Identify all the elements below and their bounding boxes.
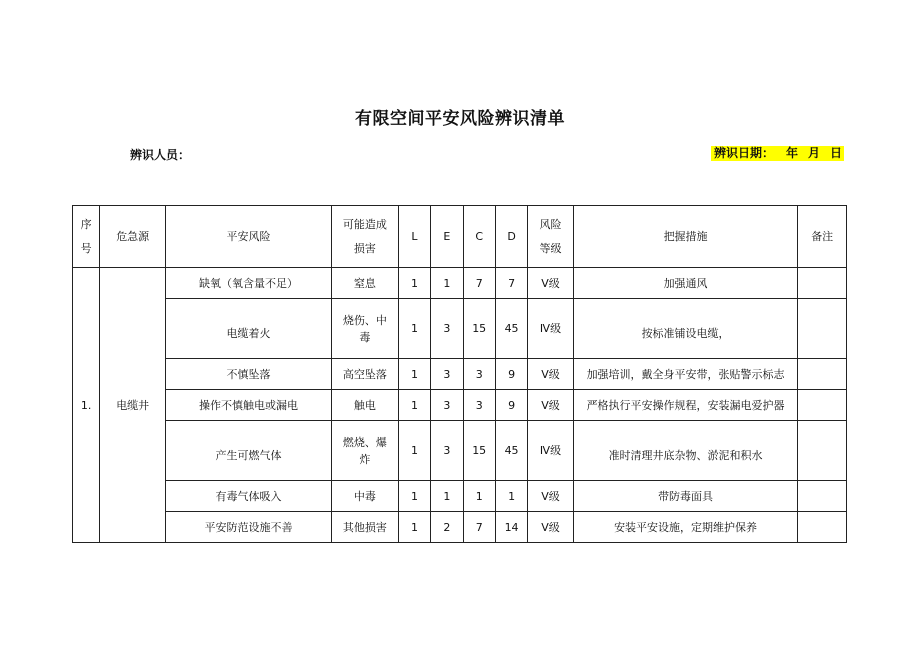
row-measure: 加强培训，戴全身平安带，张贴警示标志 [573,359,798,390]
row-risk: 有毒气体吸入 [166,481,332,512]
row-level: Ⅴ级 [528,481,574,512]
row-e: 1 [431,268,463,299]
date-year: 年 [786,146,799,160]
row-measure: 带防毒面具 [573,481,798,512]
table-row [73,481,847,512]
header-d: D [495,206,527,268]
row-remark [798,421,847,481]
table-row [73,421,847,481]
header-hazard-source: 危急源 [100,206,166,268]
row-risk: 平安防范设施不善 [166,512,332,543]
header-control-measures: 把握措施 [573,206,798,268]
row-d: 45 [495,299,527,359]
date-day: 日 [830,146,843,160]
row-harm: 窒息 [331,268,398,299]
row-harm: 烧伤、中 毒 [331,299,398,359]
page-title: 有限空间平安风险辨识清单 [355,109,565,129]
row-remark [798,299,847,359]
row-level: Ⅳ级 [528,299,574,359]
header-row [73,206,847,268]
row-level: Ⅴ级 [528,512,574,543]
row-d: 45 [495,421,527,481]
row-e: 2 [431,512,463,543]
row-measure: 准时清理井底杂物、淤泥和积水 [573,421,798,481]
header-seq: 序 号 [73,206,100,268]
header-c: C [463,206,495,268]
header-l: L [398,206,430,268]
row-l: 1 [398,512,430,543]
row-harm: 燃烧、爆 炸 [331,421,398,481]
row-measure: 加强通风 [573,268,798,299]
table-row [73,512,847,543]
row-remark [798,359,847,390]
row-d: 9 [495,359,527,390]
row-l: 1 [398,299,430,359]
row-c: 15 [463,421,495,481]
row-harm: 中毒 [331,481,398,512]
row-measure: 按标准铺设电缆， [573,299,798,359]
row-level: Ⅳ级 [528,421,574,481]
row-measure: 安装平安设施，定期维护保养 [573,512,798,543]
row-c: 3 [463,359,495,390]
row-remark [798,512,847,543]
table-row [73,299,847,359]
header-risk-level: 风险 等级 [528,206,574,268]
row-seq: 1. [73,268,100,543]
header-remarks: 备注 [798,206,847,268]
row-e: 3 [431,421,463,481]
date-month: 月 [808,146,821,160]
row-d: 1 [495,481,527,512]
risk-table [72,205,847,543]
row-level: Ⅴ级 [528,390,574,421]
row-l: 1 [398,481,430,512]
row-e: 3 [431,359,463,390]
row-e: 3 [431,390,463,421]
row-risk: 不慎坠落 [166,359,332,390]
table-row [73,390,847,421]
row-level: Ⅴ级 [528,268,574,299]
date-label: 辨识日期： [714,146,775,160]
identification-date [711,146,844,161]
row-remark [798,481,847,512]
row-remark [798,268,847,299]
header-safety-risk: 平安风险 [166,206,332,268]
row-e: 3 [431,299,463,359]
row-risk: 操作不慎触电或漏电 [166,390,332,421]
table-row [73,359,847,390]
row-l: 1 [398,390,430,421]
row-measure: 严格执行平安操作规程，安装漏电爱护器 [573,390,798,421]
row-remark [798,390,847,421]
row-d: 9 [495,390,527,421]
row-risk: 产生可燃气体 [166,421,332,481]
row-l: 1 [398,421,430,481]
header-possible-harm: 可能造成 损害 [331,206,398,268]
row-c: 7 [463,268,495,299]
row-harm: 触电 [331,390,398,421]
table-row [73,268,847,299]
row-d: 14 [495,512,527,543]
row-c: 3 [463,390,495,421]
row-c: 7 [463,512,495,543]
row-l: 1 [398,359,430,390]
row-level: Ⅴ级 [528,359,574,390]
row-c: 15 [463,299,495,359]
row-risk: 电缆着火 [166,299,332,359]
header-e: E [431,206,463,268]
row-harm: 高空坠落 [331,359,398,390]
row-harm: 其他损害 [331,512,398,543]
identifier-label: 辨识人员： [130,148,191,162]
row-d: 7 [495,268,527,299]
row-risk: 缺氧（氧含量不足） [166,268,332,299]
row-c: 1 [463,481,495,512]
row-hazard-source: 电缆井 [100,268,166,543]
row-l: 1 [398,268,430,299]
row-e: 1 [431,481,463,512]
